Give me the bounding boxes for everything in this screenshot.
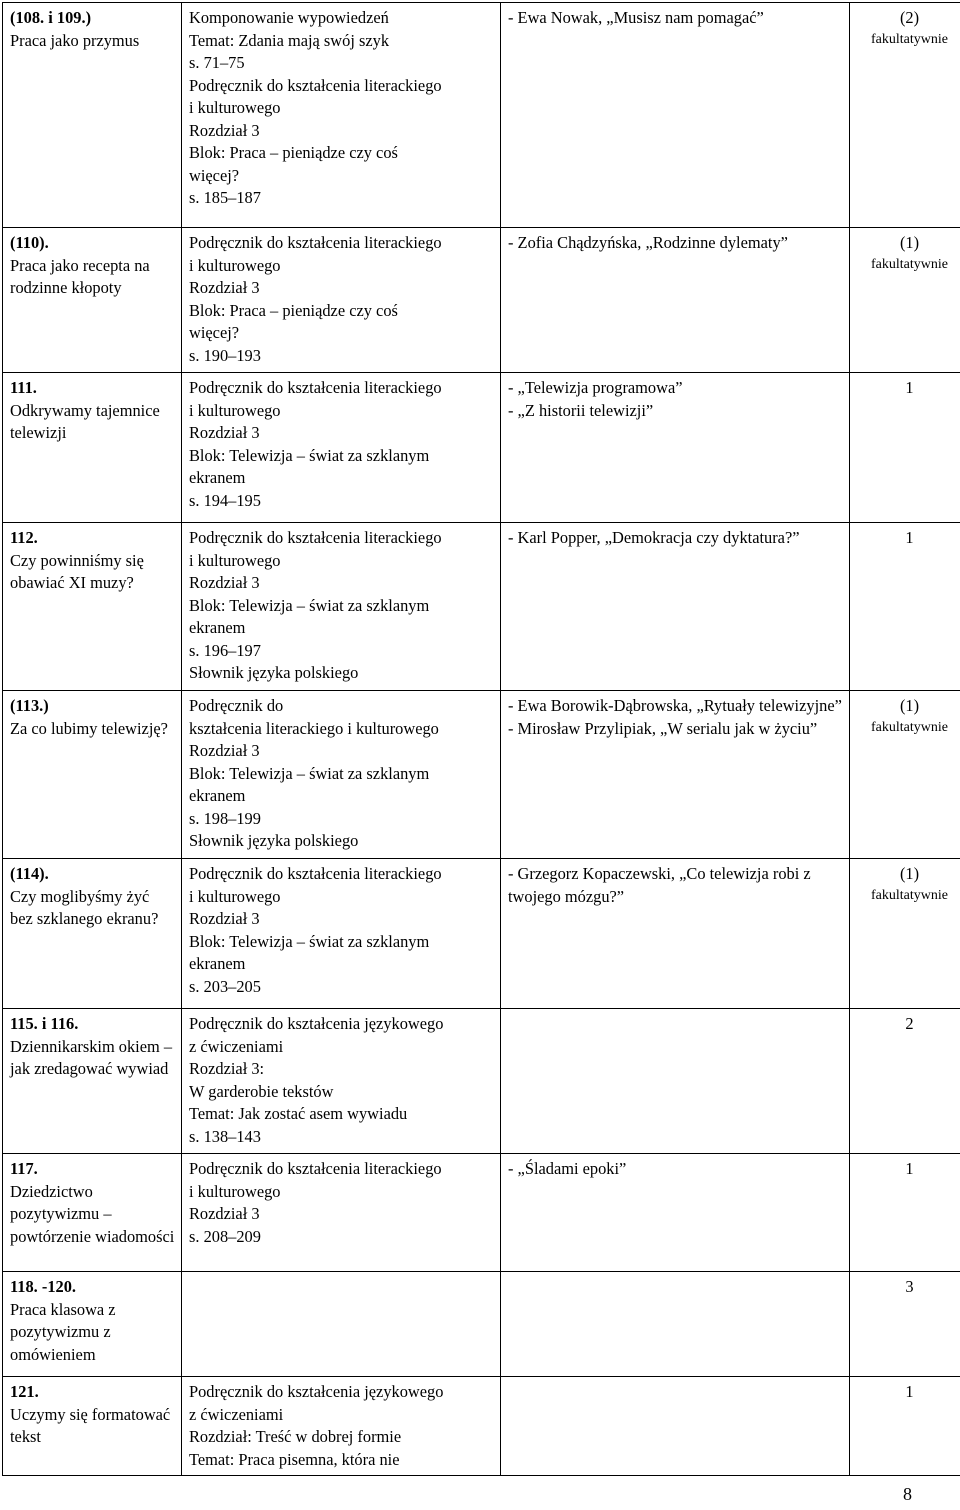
text-line: - Mirosław Przylipiak, „W serialu jak w życiu” [508, 718, 818, 738]
lesson-number: (113.) [10, 696, 49, 715]
lesson-number: 121. [10, 1382, 39, 1401]
material-line: Podręcznik do kształcenia literackiego [189, 233, 442, 252]
material-line: Podręcznik do kształcenia językowego [189, 1014, 444, 1033]
material-line: s. 203–205 [189, 976, 261, 996]
text-line: - Karl Popper, „Demokracja czy dyktatura?” [508, 528, 800, 547]
table-row [3, 373, 960, 523]
material-line: s. 71–75 [189, 53, 245, 72]
materials-cell [182, 373, 501, 523]
materials-cell [182, 1377, 501, 1476]
hours-count: (1) [899, 233, 920, 252]
texts-cell [501, 1009, 850, 1154]
materials-cell [182, 3, 501, 228]
material-line: Komponowanie wypowiedzeń [189, 8, 389, 27]
lesson-topic: Czy powinniśmy się obawiać XI muzy? [10, 550, 144, 592]
lesson-topic: Dziedzictwo pozytywizmu – powtórzenie wiadomości [10, 1181, 175, 1246]
material-line: z ćwiczeniami [189, 1404, 284, 1424]
material-line: Rozdział 3 [189, 741, 260, 760]
texts-cell [501, 859, 850, 1009]
lesson-number: 118. -120. [10, 1277, 77, 1296]
text-line: - Grzegorz Kopaczewski, „Co telewizja robi z twojego mózgu?” [508, 864, 811, 906]
materials-cell [182, 523, 501, 691]
lesson-number: 111. [10, 378, 37, 397]
lesson-plan-table [2, 2, 960, 1476]
texts-cell [501, 228, 850, 373]
text-line: - Zofia Chądzyńska, „Rodzinne dylematy” [508, 233, 788, 252]
text-line: - „Telewizja programowa” [508, 378, 683, 397]
optional-note: fakultatywnie [871, 719, 948, 735]
texts-cell [501, 691, 850, 859]
material-line: więcej? [189, 165, 240, 185]
material-line: i kulturowego [189, 255, 281, 275]
table-row [3, 859, 960, 1009]
texts-cell [501, 373, 850, 523]
optional-note: fakultatywnie [871, 256, 948, 272]
lesson-number: 115. i 116. [10, 1014, 79, 1033]
material-line: s. 198–199 [189, 808, 261, 828]
material-line: Blok: Telewizja – świat za szklanym [189, 931, 430, 951]
lesson-cell [3, 1009, 182, 1154]
page-number: 8 [903, 1484, 912, 1504]
lesson-cell [3, 1377, 182, 1476]
lesson-number: (114). [10, 864, 49, 883]
hours-cell [850, 3, 960, 228]
material-line: i kulturowego [189, 550, 281, 570]
hours-count: (1) [899, 696, 920, 715]
hours-cell [850, 691, 960, 859]
material-line: Temat: Zdania mają swój szyk [189, 30, 390, 50]
optional-note: fakultatywnie [871, 31, 948, 47]
material-line: Podręcznik do kształcenia literackiego [189, 528, 442, 547]
hours-cell [850, 523, 960, 691]
hours-cell [850, 228, 960, 373]
hours-count: 2 [905, 1014, 914, 1033]
material-line: s. 196–197 [189, 640, 261, 660]
material-line: Rozdział 3: [189, 1059, 265, 1078]
table-row [3, 1272, 960, 1377]
hours-cell [850, 373, 960, 523]
hours-count: 1 [905, 1382, 914, 1401]
material-line: Temat: Praca pisemna, która nie [189, 1449, 400, 1469]
hours-cell [850, 1377, 960, 1476]
hours-cell [850, 1272, 960, 1377]
table-row [3, 1009, 960, 1154]
material-line: Temat: Jak zostać asem wywiadu [189, 1104, 408, 1123]
lesson-topic: Praca jako przymus [10, 30, 140, 50]
material-line: Rozdział 3 [189, 120, 260, 140]
table-row [3, 691, 960, 859]
table-row [3, 1154, 960, 1272]
material-line: s. 190–193 [189, 345, 261, 365]
materials-cell [182, 1009, 501, 1154]
material-line: Blok: Praca – pieniądze czy coś [189, 300, 398, 320]
texts-cell [501, 1154, 850, 1272]
lesson-number: (110). [10, 233, 49, 252]
material-line: kształcenia literackiego i kulturowego [189, 718, 439, 738]
lesson-topic: Uczymy się formatować tekst [10, 1404, 171, 1446]
lesson-topic: Praca klasowa z pozytywizmu z omówieniem [10, 1299, 116, 1364]
materials-cell [182, 859, 501, 1009]
material-line: z ćwiczeniami [189, 1036, 284, 1056]
hours-count: 1 [905, 528, 914, 547]
material-line: więcej? [189, 323, 240, 342]
material-line: Rozdział 3 [189, 278, 260, 297]
material-line: Słownik języka polskiego [189, 831, 359, 850]
material-line: Podręcznik do kształcenia literackiego [189, 75, 442, 95]
lesson-cell [3, 3, 182, 228]
material-line: W garderobie tekstów [189, 1081, 334, 1101]
material-line: i kulturowego [189, 1181, 281, 1201]
material-line: Blok: Telewizja – świat za szklanym [189, 445, 430, 465]
lesson-topic: Czy moglibyśmy żyć bez szklanego ekranu? [10, 886, 159, 928]
material-line: i kulturowego [189, 98, 281, 117]
material-line: ekranem [189, 618, 246, 637]
lesson-cell [3, 859, 182, 1009]
text-line: - Ewa Borowik-Dąbrowska, „Rytuały telewizyjne” [508, 696, 842, 715]
material-line: Rozdział 3 [189, 1204, 260, 1223]
material-line: Blok: Praca – pieniądze czy coś [189, 143, 398, 162]
material-line: Podręcznik do [189, 696, 284, 715]
material-line: s. 194–195 [189, 490, 261, 510]
lesson-topic: Dziennikarskim okiem – jak zredagować wywiad [10, 1036, 173, 1078]
table-row [3, 3, 960, 228]
texts-cell [501, 3, 850, 228]
table-row [3, 1377, 960, 1476]
lesson-number: 112. [10, 528, 38, 547]
hours-count: (1) [899, 864, 920, 883]
table-body [3, 3, 960, 1476]
material-line: s. 138–143 [189, 1126, 261, 1146]
material-line: Blok: Telewizja – świat za szklanym [189, 595, 430, 615]
material-line: Rozdział 3 [189, 573, 260, 592]
material-line: Podręcznik do kształcenia językowego [189, 1382, 444, 1401]
hours-count: 3 [905, 1277, 914, 1296]
material-line: Rozdział 3 [189, 909, 260, 928]
texts-cell [501, 1272, 850, 1377]
material-line: Podręcznik do kształcenia literackiego [189, 864, 442, 883]
material-line: ekranem [189, 954, 246, 973]
hours-cell [850, 859, 960, 1009]
lesson-topic: Odkrywamy tajemnice telewizji [10, 400, 160, 442]
material-line: Blok: Telewizja – świat za szklanym [189, 763, 430, 783]
material-line: i kulturowego [189, 400, 281, 420]
material-line: ekranem [189, 786, 246, 805]
hours-count: 1 [905, 378, 914, 397]
material-line: Rozdział: Treść w dobrej formie [189, 1427, 402, 1446]
material-line: Rozdział 3 [189, 423, 260, 442]
material-line: i kulturowego [189, 886, 281, 906]
lesson-number: (108. i 109.) [10, 8, 92, 27]
lesson-cell [3, 691, 182, 859]
hours-count: (2) [899, 8, 920, 27]
materials-cell [182, 691, 501, 859]
lesson-cell [3, 228, 182, 373]
optional-note: fakultatywnie [871, 887, 948, 903]
lesson-topic: Za co lubimy telewizję? [10, 718, 168, 738]
material-line: s. 208–209 [189, 1226, 261, 1246]
table-row [3, 228, 960, 373]
material-line: Podręcznik do kształcenia literackiego [189, 1159, 442, 1178]
texts-cell [501, 1377, 850, 1476]
materials-cell [182, 1272, 501, 1377]
lesson-number: 117. [10, 1159, 38, 1178]
material-line: ekranem [189, 468, 246, 487]
table-row [3, 523, 960, 691]
texts-cell [501, 523, 850, 691]
text-line: - „Z historii telewizji” [508, 400, 654, 420]
lesson-cell [3, 1154, 182, 1272]
materials-cell [182, 228, 501, 373]
hours-cell [850, 1154, 960, 1272]
material-line: Słownik języka polskiego [189, 663, 359, 682]
material-line: s. 185–187 [189, 188, 261, 207]
text-line: - Ewa Nowak, „Musisz nam pomagać” [508, 8, 764, 27]
text-line: - „Śladami epoki” [508, 1159, 627, 1178]
lesson-cell [3, 523, 182, 691]
lesson-cell [3, 1272, 182, 1377]
materials-cell [182, 1154, 501, 1272]
material-line: Podręcznik do kształcenia literackiego [189, 378, 442, 397]
hours-count: 1 [905, 1159, 914, 1178]
hours-cell [850, 1009, 960, 1154]
lesson-topic: Praca jako recepta na rodzinne kłopoty [10, 255, 150, 297]
lesson-cell [3, 373, 182, 523]
